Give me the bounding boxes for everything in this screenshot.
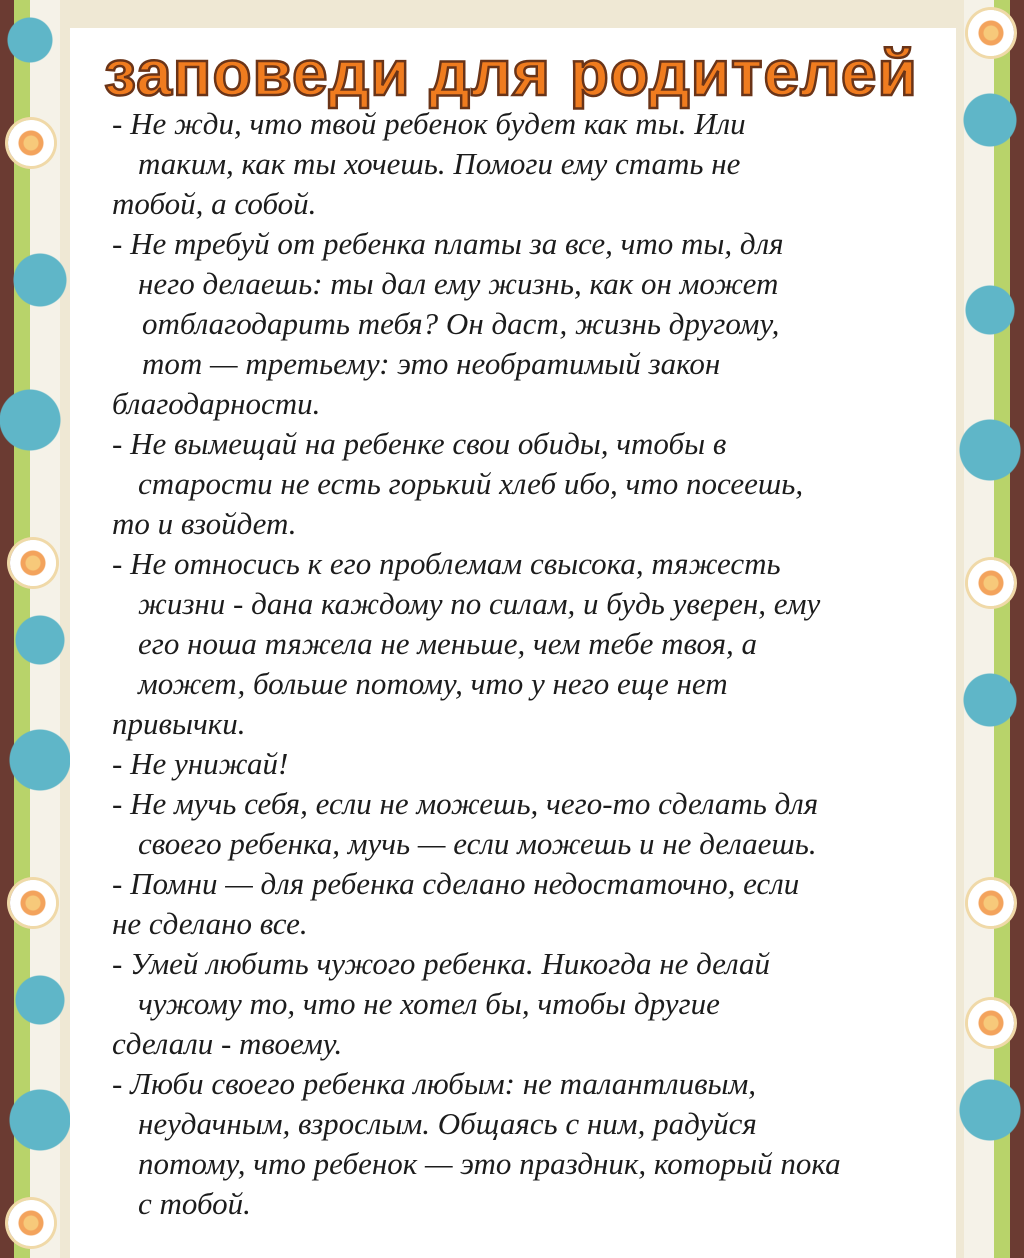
commandment-line: с тобой. [138, 1186, 251, 1221]
commandment-line: - Не относись к его проблемам свысока, тяжесть [112, 546, 781, 581]
commandment-line: - Не мучь себя, если не можешь, чего-то сделать для [112, 786, 819, 821]
commandment-line: привычки. [112, 706, 246, 741]
commandment-line: - Не унижай! [112, 746, 289, 781]
flower-icon [968, 10, 1014, 56]
commandment-line: чужому то, что не хотел бы, чтобы другие [138, 986, 720, 1021]
commandment-line: потому, что ребенок — это праздник, который пока [138, 1146, 841, 1181]
commandment-line: - Помни — для ребенка сделано недостаточно, если [112, 866, 800, 901]
commandment-line: - Не требуй от ребенка платы за все, что ты, для [112, 226, 784, 261]
commandment-line: отблагодарить тебя? Он даст, жизнь другому, [142, 306, 780, 341]
flower-icon [8, 120, 54, 166]
commandment-line: жизни - дана каждому по силам, и будь уверен, ему [138, 586, 821, 621]
commandment-line: неудачным, взрослым. Общаясь с ним, радуйся [138, 1106, 757, 1141]
commandment-line: тобой, а собой. [112, 186, 317, 221]
flower-icon [968, 1000, 1014, 1046]
flower-icon [968, 560, 1014, 606]
commandment-item [112, 944, 940, 1064]
commandment-line: - Люби своего ребенка любым: не талантливым, [112, 1066, 757, 1101]
commandment-item [112, 544, 940, 744]
commandment-line: - Умей любить чужого ребенка. Никогда не делай [112, 946, 771, 981]
commandment-line: - Не жди, что твой ребенок будет как ты. Или [112, 106, 746, 141]
commandment-item [112, 1064, 940, 1224]
commandment-line: может, больше потому, что у него еще нет [138, 666, 728, 701]
commandment-item [112, 104, 940, 224]
commandment-line: него делаешь: ты дал ему жизнь, как он может [138, 266, 779, 301]
commandment-line: тот — третьему: это необратимый закон [142, 346, 721, 381]
commandment-item [112, 424, 940, 544]
commandment-line: его ноша тяжела не меньше, чем тебе твоя, а [138, 626, 758, 661]
commandment-line: своего ребенка, мучь — если можешь и не делаешь. [138, 826, 817, 861]
flower-icon [10, 540, 56, 586]
flower-icon [968, 880, 1014, 926]
commandment-line: не сделано все. [112, 906, 308, 941]
commandment-item [112, 744, 940, 784]
page-title: заповеди для родителей [104, 37, 918, 109]
commandment-line: сделали - твоему. [112, 1026, 343, 1061]
commandment-item [112, 224, 940, 424]
commandment-line: то и взойдет. [112, 506, 297, 541]
commandment-item [112, 784, 940, 864]
commandment-line: благодарности. [112, 386, 321, 421]
flower-icon [10, 880, 56, 926]
commandment-line: старости не есть горький хлеб ибо, что посеешь, [138, 466, 804, 501]
commandment-line: таким, как ты хочешь. Помоги ему стать не [138, 146, 741, 181]
flower-icon [8, 1200, 54, 1246]
commandments-list [112, 104, 940, 1224]
commandment-item [112, 864, 940, 944]
commandment-line: - Не вымещай на ребенке свои обиды, чтобы в [112, 426, 727, 461]
